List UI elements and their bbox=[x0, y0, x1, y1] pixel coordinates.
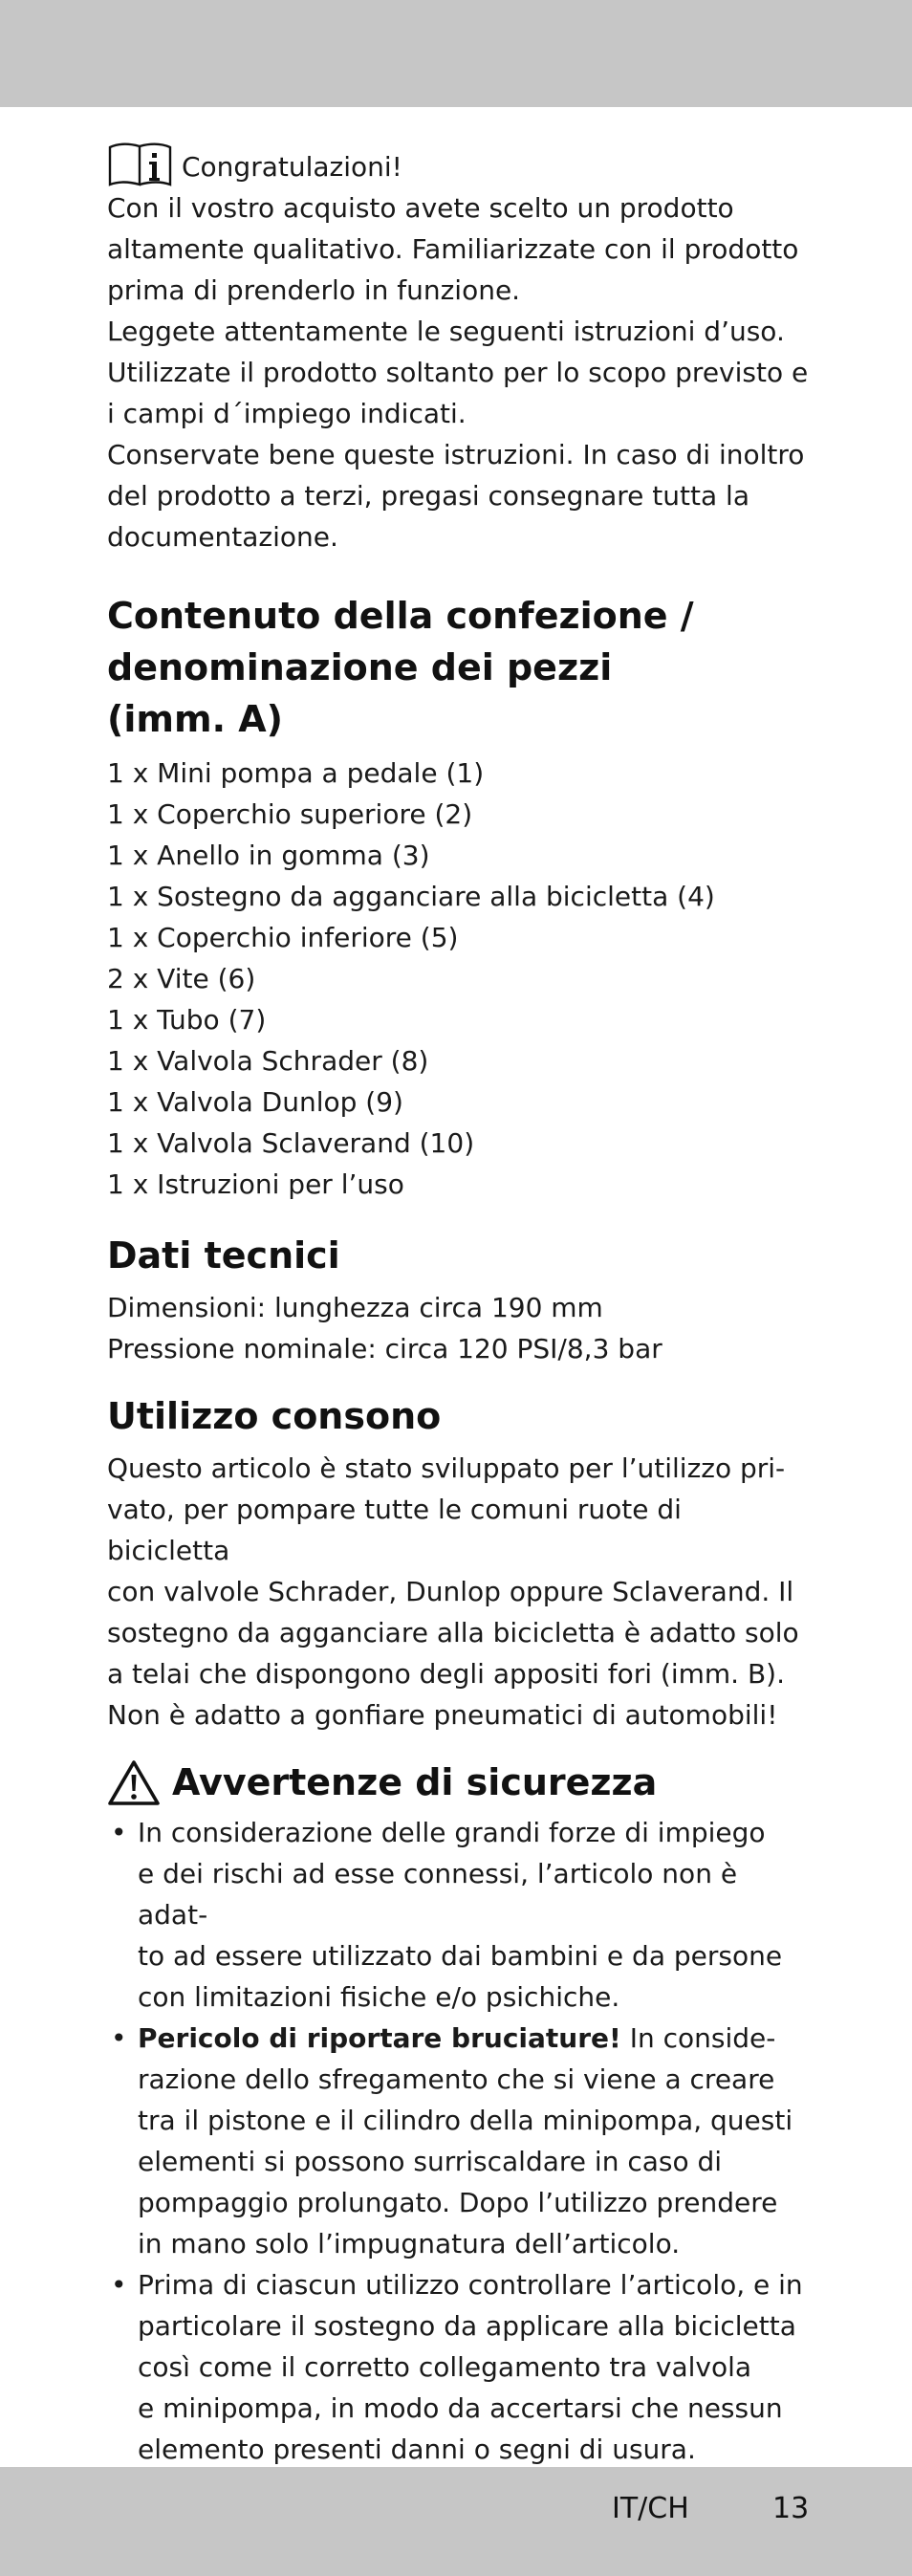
safety-line: In conside- bbox=[620, 2022, 776, 2054]
safety-line: elemento presenti danni o segni di usura. bbox=[138, 2434, 696, 2465]
bullet-dot: • bbox=[111, 2269, 127, 2301]
usage-line: vato, per pompare tutte le comuni ruote di bicicletta bbox=[107, 1494, 682, 1566]
safety-line: Prima di ciascun utilizzo controllare l’articolo, e in bbox=[138, 2269, 803, 2301]
usage-line: Questo articolo è stato sviluppato per l’utilizzo pri- bbox=[107, 1452, 786, 1484]
contents-item: 1 x Valvola Sclaverand (10) bbox=[107, 1127, 475, 1159]
intro-line: altamente qualitativo. Familiarizzate con il prodotto bbox=[107, 233, 799, 265]
safety-line: elementi si possono surriscaldare in caso di bbox=[138, 2146, 723, 2177]
usage-line: Non è adatto a gonfiare pneumatici di automobili! bbox=[107, 1699, 778, 1731]
safety-bullet-1 bbox=[107, 1812, 813, 2018]
safety-list bbox=[107, 1812, 813, 2470]
contents-heading bbox=[107, 590, 813, 745]
safety-line: pompaggio prolungato. Dopo l’utilizzo prendere bbox=[138, 2187, 778, 2218]
page-number: 13 bbox=[772, 2492, 810, 2525]
safety-line: particolare il sostegno da applicare alla bicicletta bbox=[138, 2310, 796, 2342]
usage-line: sostegno da agganciare alla bicicletta è adatto solo bbox=[107, 1617, 799, 1648]
usage-line: con valvole Schrader, Dunlop oppure Sclaverand. Il bbox=[107, 1576, 794, 1607]
contents-item: 1 x Valvola Schrader (8) bbox=[107, 1045, 429, 1077]
intro-line: documentazione. bbox=[107, 521, 338, 553]
intro-line: del prodotto a terzi, pregasi consegnare tutta la bbox=[107, 480, 749, 512]
contents-item: 1 x Coperchio superiore (2) bbox=[107, 798, 473, 830]
safety-line: tra il pistone e il cilindro della minipompa, questi bbox=[138, 2105, 793, 2136]
top-band bbox=[0, 0, 912, 107]
usage-line: a telai che dispongono degli appositi fori (imm. B). bbox=[107, 1658, 785, 1690]
safety-line: in mano solo l’impugnatura dell’articolo. bbox=[138, 2228, 681, 2259]
safety-bullet-2 bbox=[107, 2018, 813, 2264]
tech-heading: Dati tecnici bbox=[107, 1234, 340, 1277]
contents-item: 1 x Mini pompa a pedale (1) bbox=[107, 757, 485, 789]
contents-heading-line: Contenuto della confezione / bbox=[107, 595, 694, 637]
contents-heading-line: (imm. A) bbox=[107, 698, 284, 740]
safety-line: così come il corretto collegamento tra valvola bbox=[138, 2351, 752, 2383]
safety-line: razione dello sfregamento che si viene a creare bbox=[138, 2063, 775, 2095]
usage-heading: Utilizzo consono bbox=[107, 1395, 442, 1437]
warning-triangle-icon bbox=[107, 1758, 161, 1806]
intro-line: Con il vostro acquisto avete scelto un prodotto bbox=[107, 192, 734, 224]
safety-bullet-3 bbox=[107, 2264, 813, 2470]
intro-line: Conservate bene queste istruzioni. In caso di inoltro bbox=[107, 439, 805, 470]
safety-line: e minipompa, in modo da accertarsi che nessun bbox=[138, 2392, 783, 2424]
contents-item: 1 x Tubo (7) bbox=[107, 1004, 267, 1036]
intro-title-row bbox=[107, 140, 813, 187]
safety-line: to ad essere utilizzato dai bambini e da persone bbox=[138, 1940, 783, 1972]
contents-item: 2 x Vite (6) bbox=[107, 963, 256, 994]
bullet-dot: • bbox=[111, 1817, 127, 1848]
contents-item: 1 x Sostegno da agganciare alla bicicletta (4) bbox=[107, 881, 715, 912]
intro-line: prima di prenderlo in funzione. bbox=[107, 274, 521, 306]
intro-title: Congratulazioni! bbox=[182, 151, 402, 183]
bullet-dot: • bbox=[111, 2022, 127, 2054]
safety-heading bbox=[107, 1757, 813, 1808]
tech-line: Dimensioni: lunghezza circa 190 mm bbox=[107, 1292, 603, 1323]
contents-heading-line: denominazione dei pezzi bbox=[107, 646, 613, 688]
intro-line: Leggete attentamente le seguenti istruzioni d’uso. bbox=[107, 316, 785, 347]
burn-warning: Pericolo di riportare bruciature! bbox=[138, 2022, 621, 2054]
info-book-icon bbox=[107, 140, 178, 187]
contents-item: 1 x Coperchio inferiore (5) bbox=[107, 922, 459, 953]
page-content bbox=[107, 140, 813, 2470]
safety-line: e dei rischi ad esse connessi, l’articolo non è adat- bbox=[138, 1858, 738, 1931]
footer-language: IT/CH bbox=[612, 2492, 689, 2525]
tech-line: Pressione nominale: circa 120 PSI/8,3 bar bbox=[107, 1333, 662, 1364]
safety-line: In considerazione delle grandi forze di impiego bbox=[138, 1817, 766, 1848]
safety-line: con limitazioni fisiche e/o psichiche. bbox=[138, 1981, 620, 2013]
contents-item: 1 x Valvola Dunlop (9) bbox=[107, 1086, 403, 1118]
safety-heading-text: Avvertenze di sicurezza bbox=[172, 1761, 658, 1803]
contents-item: 1 x Anello in gomma (3) bbox=[107, 840, 430, 871]
contents-item: 1 x Istruzioni per l’uso bbox=[107, 1168, 404, 1200]
intro-line: i campi d´impiego indicati. bbox=[107, 398, 467, 429]
intro-line: Utilizzate il prodotto soltanto per lo scopo previsto e bbox=[107, 357, 809, 388]
